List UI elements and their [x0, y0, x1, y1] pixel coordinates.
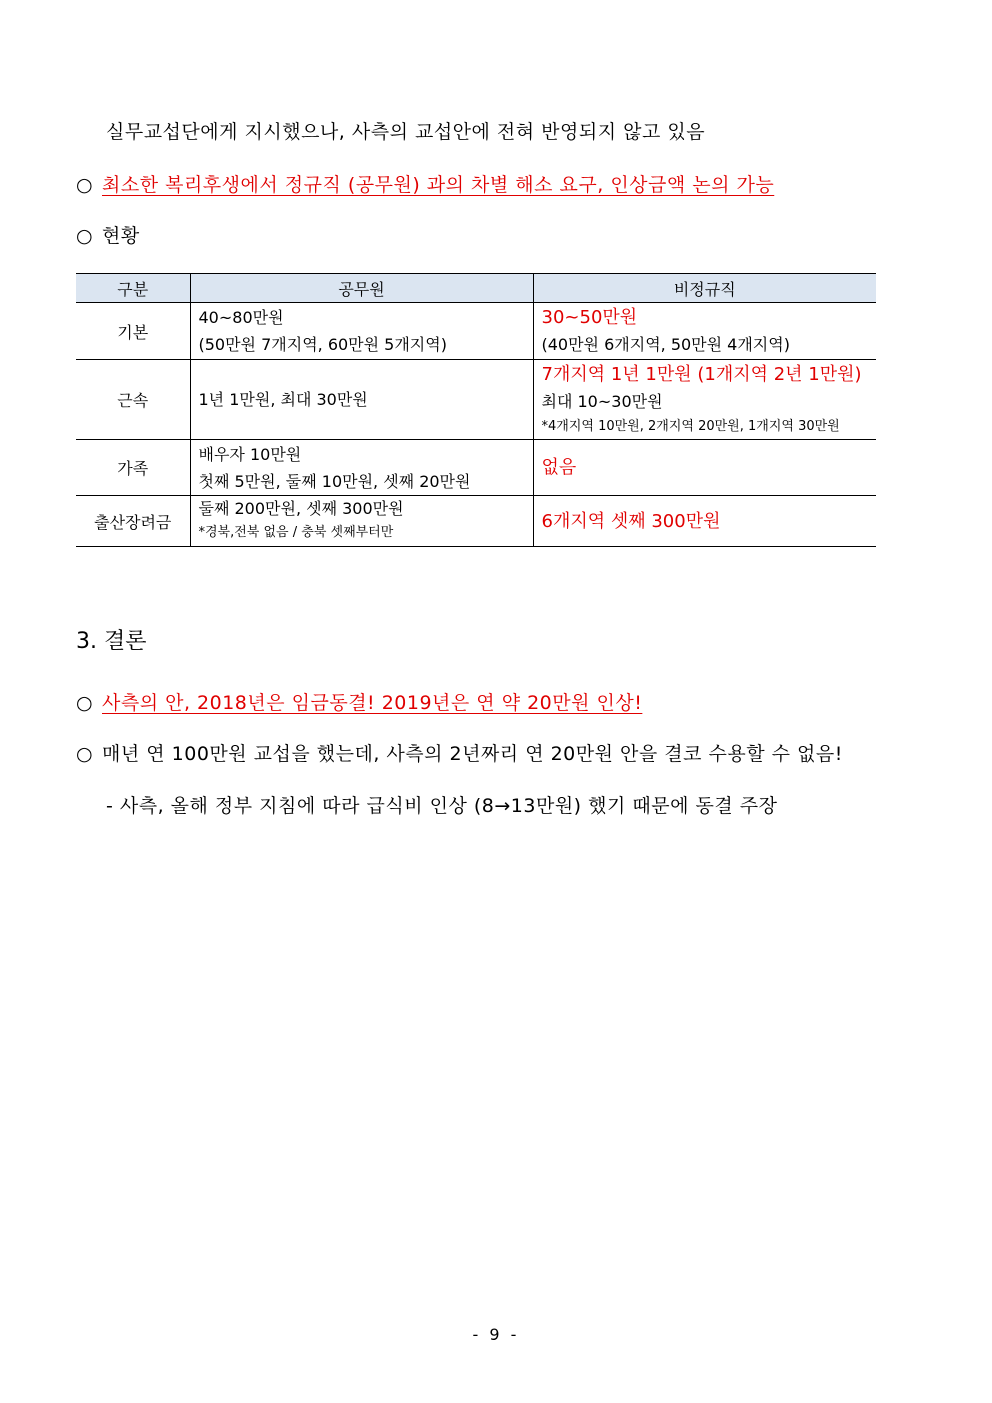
non-regular-cell [533, 360, 876, 440]
page-number: - 9 - [472, 1325, 520, 1344]
bullet-text: 사측의 안, 2018년은 임금동결! 2019년은 연 약 20만원 인상! [102, 692, 643, 714]
cell-text: 40~80만원 [198, 308, 284, 327]
row-label: 근속 [76, 360, 190, 440]
row-label: 가족 [76, 440, 190, 496]
header-non-regular: 비정규직 [533, 274, 876, 303]
bullet-item [76, 221, 140, 248]
gov-cell [190, 303, 533, 360]
gov-cell [190, 496, 533, 547]
non-regular-cell [533, 440, 876, 496]
gov-cell [190, 360, 533, 440]
circle-bullet-icon: ○ [76, 692, 94, 714]
cell-text: *4개지역 10만원, 2개지역 20만원, 1개지역 30만원 [541, 418, 840, 434]
table-row [76, 360, 876, 440]
header-public-servant: 공무원 [190, 274, 533, 303]
cell-text: 둘째 200만원, 셋째 300만원 [198, 499, 404, 518]
header-category: 구분 [76, 274, 190, 303]
cell-text: 없음 [541, 457, 577, 478]
cell-text: 7개지역 1년 1만원 (1개지역 2년 1만원) [541, 363, 862, 385]
non-regular-cell [533, 303, 876, 360]
cell-text: 6개지역 셋째 300만원 [541, 510, 721, 532]
table-header-row [76, 274, 876, 303]
intro-text: 실무교섭단에게 지시했으나, 사측의 교섭안에 전혀 반영되지 않고 있음 [106, 121, 706, 143]
cell-text: (50만원 7개지역, 60만원 5개지역) [198, 335, 447, 354]
bullet-item [76, 688, 642, 715]
table-row [76, 496, 876, 547]
sub-bullet: - 사측, 올해 정부 지침에 따라 급식비 인상 (8→13만원) 했기 때문에 동결 주장 [106, 795, 778, 817]
row-label: 기본 [76, 303, 190, 360]
cell-text: 첫째 5만원, 둘째 10만원, 셋째 20만원 [198, 471, 471, 491]
row-label: 출산장려금 [76, 496, 190, 547]
cell-text: (40만원 6개지역, 50만원 4개지역) [541, 335, 790, 354]
bullet-item [76, 170, 774, 197]
bullet-text: 현황 [102, 225, 140, 247]
gov-cell [190, 440, 533, 496]
table-row [76, 440, 876, 496]
bullet-text: 최소한 복리후생에서 정규직 (공무원) 과의 차별 해소 요구, 인상금액 논의 가능 [102, 174, 775, 196]
cell-text: 배우자 10만원 [198, 444, 302, 464]
circle-bullet-icon: ○ [76, 225, 94, 247]
circle-bullet-icon: ○ [76, 174, 94, 196]
table-row [76, 303, 876, 360]
cell-text: 최대 10~30만원 [541, 391, 663, 411]
bullet-item [76, 739, 843, 766]
cell-text: 30~50만원 [541, 307, 638, 328]
circle-bullet-icon: ○ [76, 743, 94, 765]
cell-text: 1년 1만원, 최대 30만원 [198, 390, 368, 409]
bullet-text: 매년 연 100만원 교섭을 했는데, 사측의 2년짜리 연 20만원 안을 결코 수용할 수 없음! [102, 743, 843, 765]
comparison-table [76, 273, 876, 547]
cell-text: *경북,전북 없음 / 충북 셋째부터만 [198, 525, 394, 540]
section-heading: 3. 결론 [76, 629, 147, 654]
non-regular-cell [533, 496, 876, 547]
